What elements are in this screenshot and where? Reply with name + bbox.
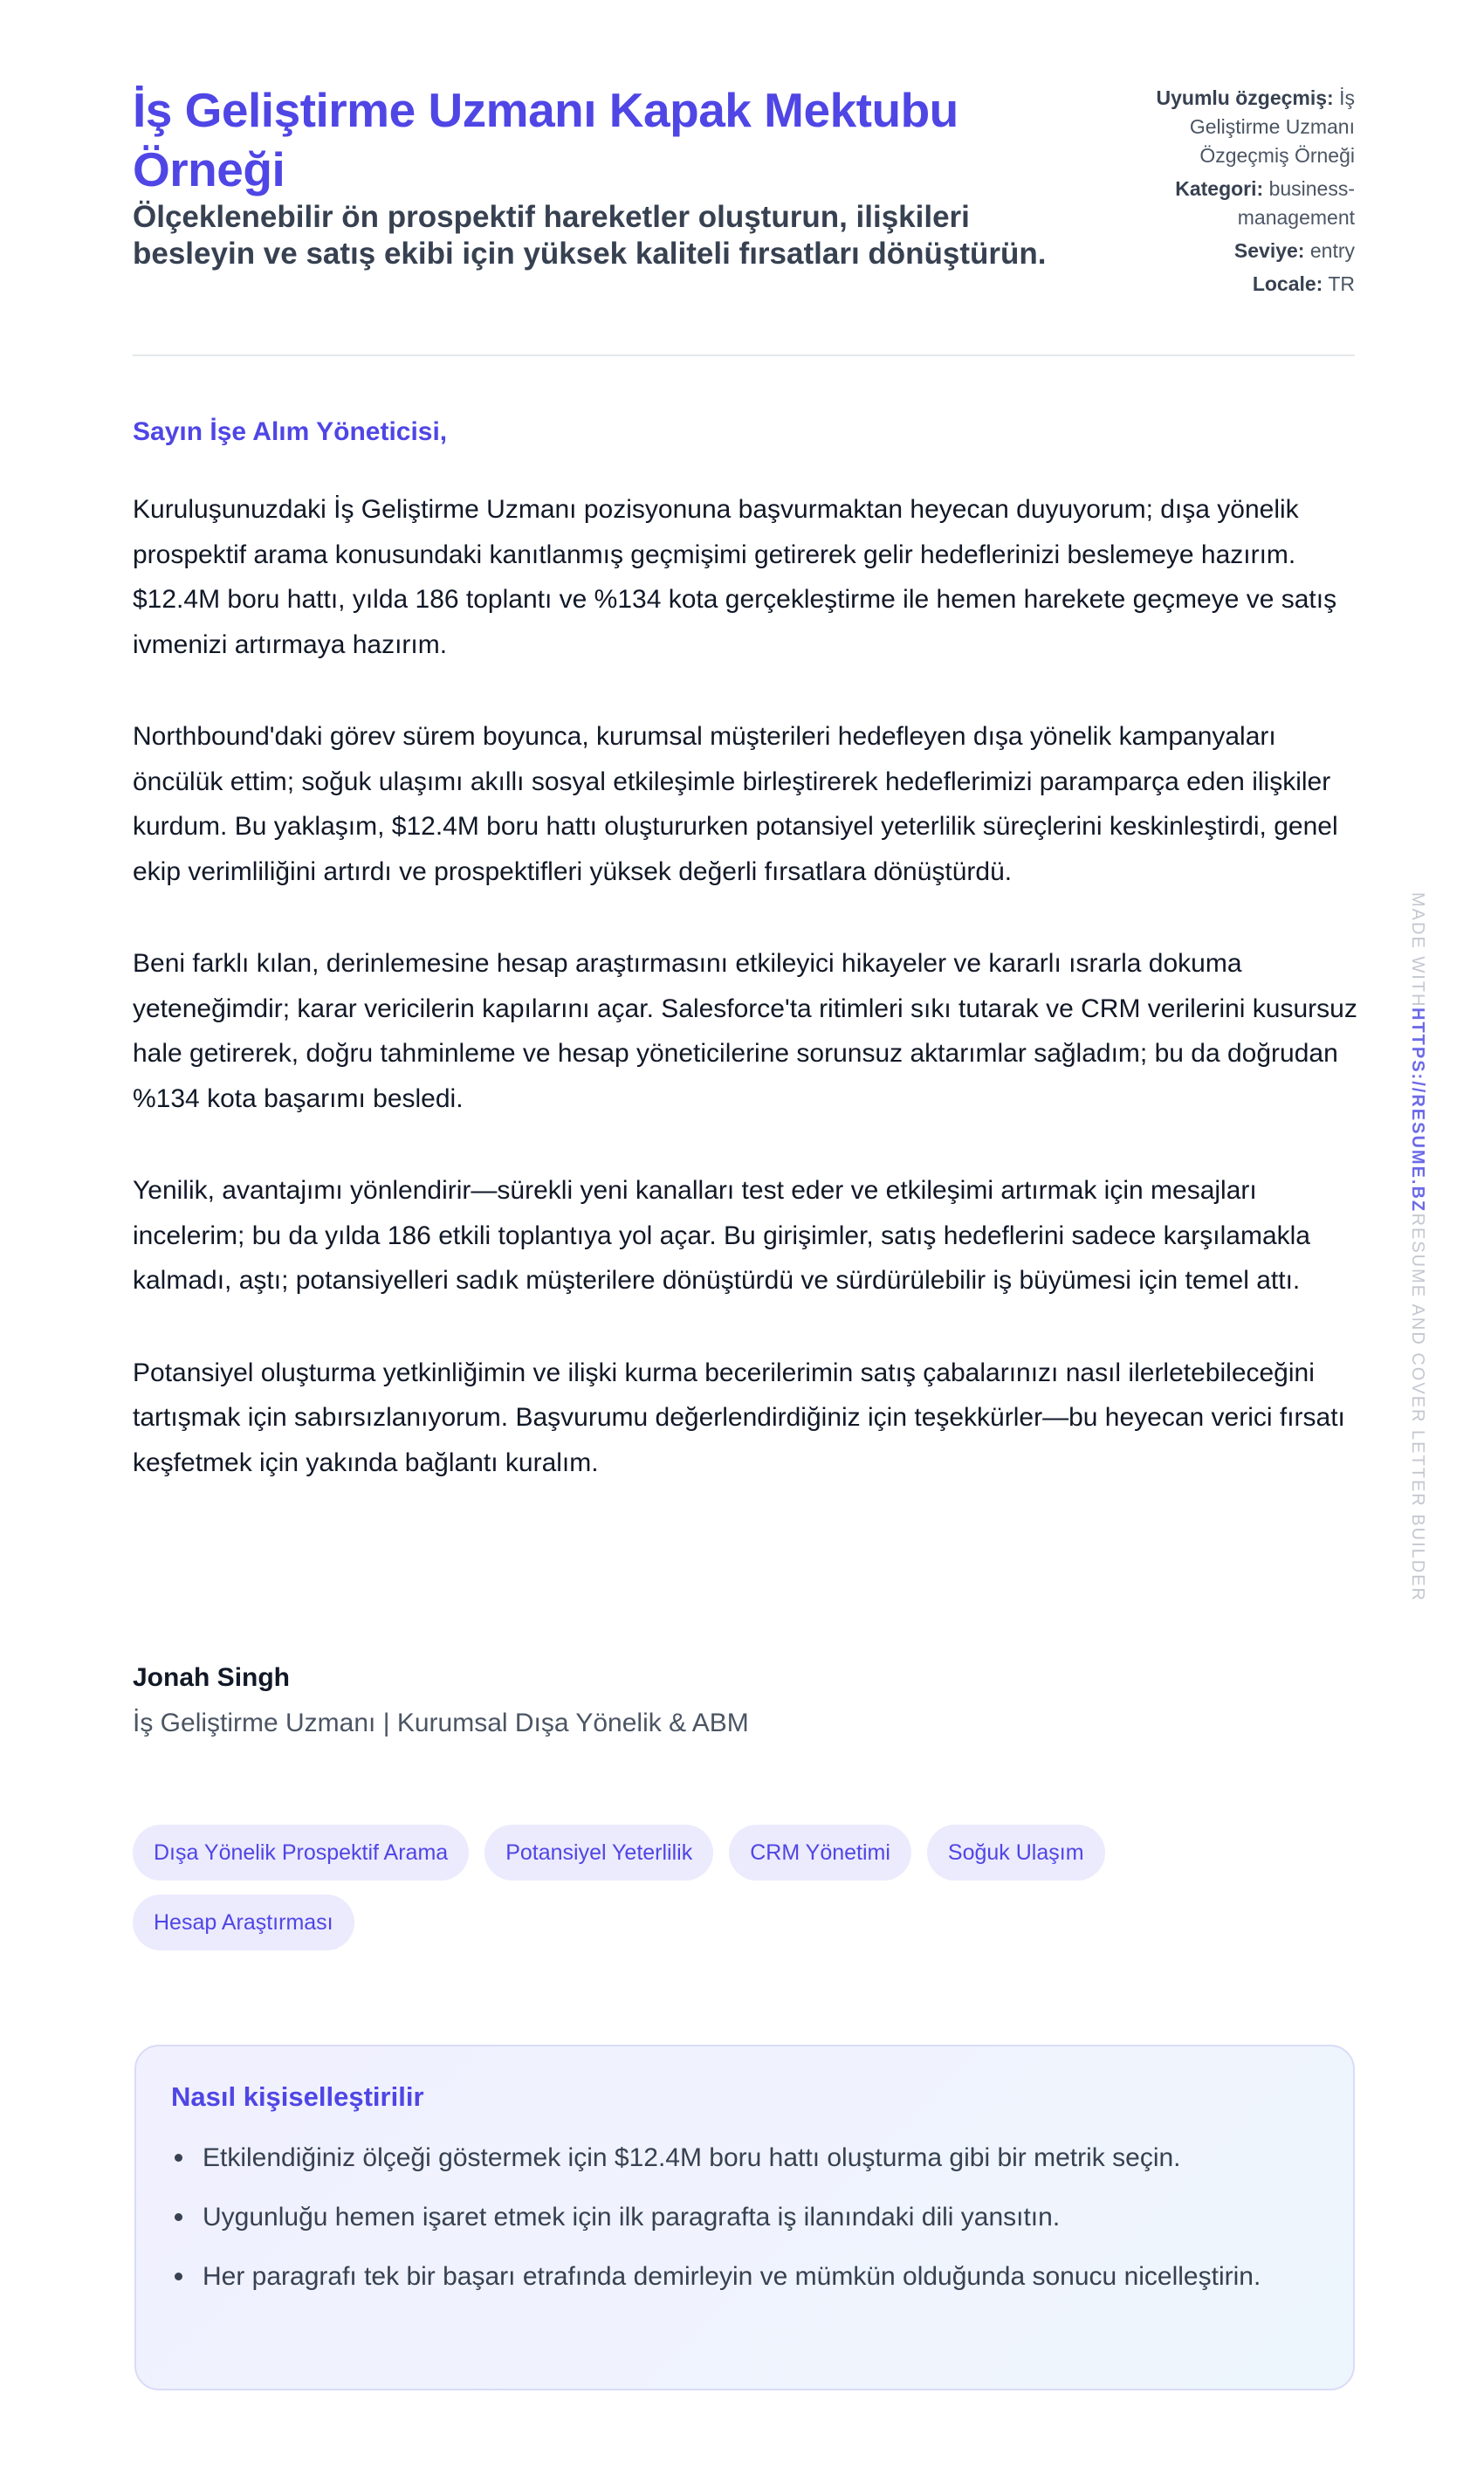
skill-tag: CRM Yönetimi — [729, 1825, 911, 1881]
meta-locale: Locale: TR — [1252, 272, 1355, 295]
compatible-resume-link[interactable]: İş Geliştirme Uzmanı Özgeçmiş Örneği — [1189, 86, 1355, 167]
tips-title: Nasıl kişiselleştirilir — [171, 2081, 424, 2112]
meta-panel — [1119, 80, 1355, 303]
tip-item: Etkilendiğiniz ölçeği göstermek için $12.4M boru hattı oluşturma gibi bir metrik seçin. — [171, 2135, 1318, 2180]
header — [133, 80, 1355, 303]
page-subtitle: Ölçeklenebilir ön prospektif hareketler oluşturun, ilişkileri besleyin ve satış ekibi için yüksek kaliteli fırsatları dönüştürün. — [133, 200, 1047, 271]
signature — [133, 1663, 749, 1738]
meta-compatible-resume: Uyumlu özgeçmiş: İş Geliştirme Uzmanı Özgeçmiş Örneği — [1156, 86, 1355, 167]
watermark: MADE WITHHTTPS://RESUME.BZRESUME AND COVER LETTER BUILDER — [1408, 892, 1427, 1602]
paragraph: Northbound'daki görev sürem boyunca, kurumsal müşterileri hedefleyen dışa yönelik kampanyaları öncülük ettim; soğuk ulaşımı akıllı sosyal etkileşimle birleştirerek hedeflerimizi paramparça eden ilişkiler kurdum. Bu yaklaşım, $12.4M boru hattı oluştururken potansiyel yeterlilik süreçlerini keskinleştirdi, genel ekip verimliliğini artırdı ve prospektifleri yüksek değerli fırsatlara dönüştürdü. — [133, 722, 1338, 886]
tip-item: Her paragrafı tek bir başarı etrafında demirleyin ve mümkün olduğunda sonucu nicelleştirin. — [171, 2254, 1318, 2299]
signature-name: Jonah Singh — [133, 1663, 290, 1692]
skill-tag: Hesap Araştırması — [133, 1895, 354, 1950]
divider — [133, 354, 1355, 356]
page-title: İş Geliştirme Uzmanı Kapak Mektubu Örneği — [133, 83, 958, 196]
skill-tag: Potansiyel Yeterlilik — [484, 1825, 713, 1881]
paragraph: Yenilik, avantajımı yönlendirir—sürekli yeni kanalları test eder ve etkileşimi artırmak için mesajları incelerim; bu da yılda 186 etkili toplantıya yol açar. Bu girişimler, satış hedeflerini sadece karşılamakla kalmadı, aştı; potansiyelleri sadık müşterilere dönüştürdü ve sürdürülebilir iş büyümesi için temel attı. — [133, 1176, 1310, 1295]
skill-tags — [133, 1825, 1180, 1950]
signature-role: İş Geliştirme Uzmanı | Kurumsal Dışa Yönelik & ABM — [133, 1709, 749, 1737]
salutation: Sayın İşe Alım Yöneticisi, — [133, 417, 448, 446]
personalization-tips — [134, 2045, 1355, 2390]
tip-item: Uygunluğu hemen işaret etmek için ilk paragrafta iş ilanındaki dili yansıtın. — [171, 2195, 1318, 2239]
paragraph: Potansiyel oluşturma yetkinliğimin ve ilişki kurma becerilerimin satış çabalarınızı nasıl ilerletebileceğini tartışmak için sabırsızlanıyorum. Başvurumu değerlendirdiğiniz için teşekkürler—bu heyecan verici fırsatı keşfetmek için yakında bağlantı kuralım. — [133, 1358, 1345, 1477]
paragraph: Beni farklı kılan, derinlemesine hesap araştırmasını etkileyici hikayeler ve kararlı ısrarla dokuma yeteneğimdir; karar vericilerin kapılarını açar. Salesforce'ta ritimleri sıkı tutarak ve CRM verilerini kusursuz hale getirerek, doğru tahminleme ve hesap yöneticilerine sorunsuz aktarımlar sağladım; bu da doğrudan %134 kota başarımı besledi. — [133, 949, 1357, 1113]
paragraph: Kuruluşunuzdaki İş Geliştirme Uzmanı pozisyonuna başvurmaktan heyecan duyuyorum; dışa yönelik prospektif arama konusundaki kanıtlanmış geçmişimi getirerek gelir hedeflerinizi beslemeye hazırım. $12.4M boru hattı, yılda 186 toplantı ve %134 kota gerçekleştirme ile hemen harekete geçmeye ve satış ivmenizi artırmaya hazırım. — [133, 495, 1337, 659]
skill-tag: Soğuk Ulaşım — [927, 1825, 1105, 1881]
tips-list — [171, 2135, 1318, 2299]
skill-tag: Dışa Yönelik Prospektif Arama — [133, 1825, 469, 1881]
meta-category: Kategori: business-management — [1175, 177, 1355, 229]
resume-bz-link[interactable]: HTTPS://RESUME.BZ — [1408, 1008, 1427, 1214]
meta-level: Seviye: entry — [1233, 239, 1355, 262]
letter-body — [133, 487, 1364, 1532]
